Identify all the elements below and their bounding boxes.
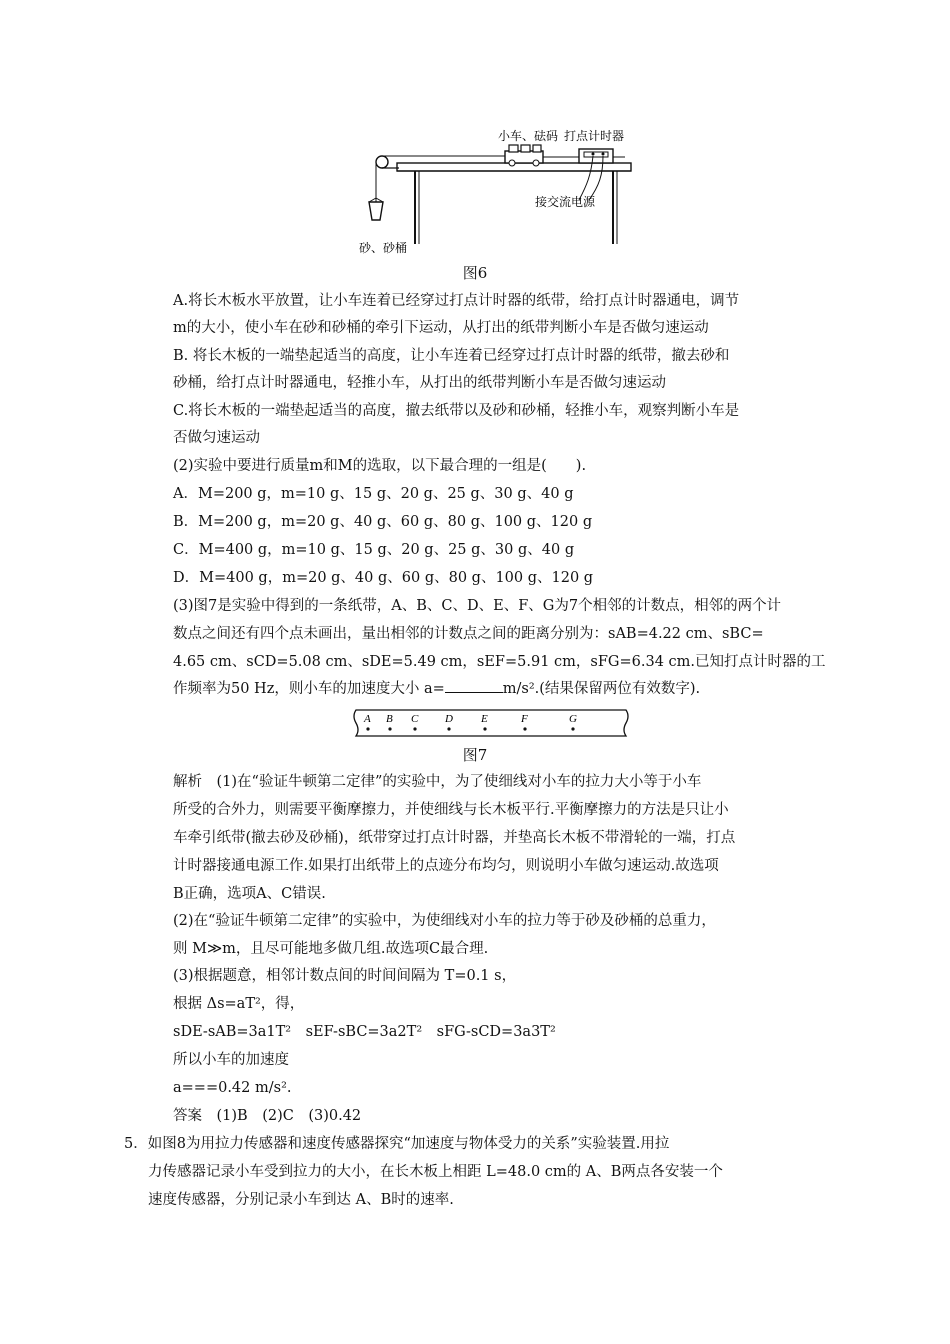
q3-line-2: 数点之间还有四个点未画出，量出相邻的计数点之间的距离分别为：sAB=4.22 cm、sBC= — [173, 626, 764, 642]
q3-line-4-end: m/s².(结果保留两位有效数字). — [502, 681, 701, 697]
q1-option-c-line1: C.将长木板的一端垫起适当的高度，撤去纸带以及砂和砂桶，轻推小车，观察判断小车是 — [173, 403, 740, 419]
tape-dot-B — [388, 727, 391, 730]
tape-outline — [354, 710, 628, 736]
pulley — [376, 156, 388, 168]
solution-line-8: (3)根据题意，相邻计数点间的时间间隔为 T=0.1 s， — [173, 968, 517, 984]
solution-line-1: 解析 (1)在“验证牛顿第二定律”的实验中，为了使细线对小车的拉力大小等于小车 — [173, 774, 702, 790]
solution-line-5: B正确，选项A、C错误. — [173, 886, 326, 902]
tape-dot-F — [523, 727, 526, 730]
answer-line: 答案 (1)B (2)C (3)0.42 — [173, 1108, 362, 1124]
q3-line-3: 4.65 cm、sCD=5.08 cm、sDE=5.49 cm，sEF=5.91 cm，sFG=6.34 cm.已知打点计时器的工 — [173, 654, 826, 670]
tape-dot-C — [413, 727, 416, 730]
tape-dot-E — [483, 727, 486, 730]
solution-line-9: 根据 Δs=aT²，得， — [173, 996, 305, 1012]
figure-7-tape — [352, 706, 630, 740]
tape-point-label-C: C — [411, 713, 419, 725]
q3-line-4-start: 作频率为50 Hz，则小车的加速度大小 a= — [173, 681, 445, 697]
tape-point-label-D: D — [445, 713, 453, 725]
q3-line-4 — [173, 679, 700, 699]
q2-stem: (2)实验中要进行质量m和M的选取，以下最合理的一组是( ). — [173, 458, 587, 474]
solution-line-10: sDE-sAB=3a1T² sEF-sBC=3a2T² sFG-sCD=3a3T² — [173, 1024, 556, 1040]
q2-option-c: C．M=400 g，m=10 g、15 g、20 g、25 g、30 g、40 g — [173, 542, 575, 558]
q2-option-b: B．M=200 g，m=20 g、40 g、60 g、80 g、100 g、120 g — [173, 514, 593, 530]
solution-line-7: 则 M≫m，且尽可能地多做几组.故选项C最合理. — [173, 941, 489, 957]
tape-point-label-E: E — [481, 713, 488, 725]
figure-6-caption: 图6 — [462, 264, 488, 282]
sand-bucket — [369, 202, 383, 220]
tape-dot-D — [447, 727, 450, 730]
q1-option-b-line1: B. 将长木板的一端垫起适当的高度，让小车连着已经穿过打点计时器的纸带，撤去砂和 — [173, 348, 730, 364]
solution-line-4: 计时器接通电源工作.如果打出纸带上的点迹分布均匀，则说明小车做匀速运动.故选项 — [173, 858, 719, 874]
figure-7-caption: 图7 — [462, 746, 488, 764]
solution-line-3: 车牵引纸带(撤去砂及砂桶)，纸带穿过打点计时器，并垫高长木板不带滑轮的一端，打点 — [173, 830, 736, 846]
solution-line-6: (2)在“验证牛顿第二定律”的实验中，为使细线对小车的拉力等于砂及砂桶的总重力， — [173, 913, 716, 929]
solution-line-2: 所受的合外力，则需要平衡摩擦力，并使细线与长木板平行.平衡摩擦力的方法是只让小 — [173, 802, 729, 818]
q1-option-c-line2: 否做匀速运动 — [173, 430, 260, 446]
solution-line-11: 所以小车的加速度 — [173, 1052, 289, 1068]
solution-line-12: a===0.42 m/s². — [173, 1080, 292, 1096]
answer-blank — [445, 680, 503, 693]
q2-option-a: A．M=200 g，m=10 g、15 g、20 g、25 g、30 g、40 g — [173, 486, 574, 502]
tape-dot-G — [571, 727, 574, 730]
label-car: 小车、砝码 — [498, 129, 559, 143]
q5-line-3: 速度传感器，分别记录小车到达 A、B时的速率. — [148, 1192, 454, 1208]
tape-point-label-B: B — [386, 713, 393, 725]
tape-point-label-F: F — [521, 713, 528, 725]
q1-option-a-line1: A.将长木板水平放置，让小车连着已经穿过打点计时器的纸带，给打点计时器通电，调节 — [173, 293, 740, 309]
tape-point-label-G: G — [569, 713, 577, 725]
label-power: 接交流电源 — [535, 195, 596, 209]
label-bucket: 砂、砂桶 — [359, 241, 408, 255]
q3-line-1: (3)图7是实验中得到的一条纸带，A、B、C、D、E、F、G为7个相邻的计数点，相邻的两个计 — [173, 598, 782, 614]
q5-line-1: 5．如图8为用拉力传感器和速度传感器探究“加速度与物体受力的关系”实验装置.用拉 — [124, 1136, 670, 1152]
tape-point-label-A: A — [364, 713, 371, 725]
q2-option-d: D．M=400 g，m=20 g、40 g、60 g、80 g、100 g、120 g — [173, 570, 594, 586]
q1-option-a-line2: m的大小，使小车在砂和砂桶的牵引下运动，从打出的纸带判断小车是否做匀速运动 — [173, 320, 709, 336]
label-timer: 打点计时器 — [564, 129, 625, 143]
q1-option-b-line2: 砂桶，给打点计时器通电，轻推小车，从打出的纸带判断小车是否做匀速运动 — [173, 375, 666, 391]
q5-line-2: 力传感器记录小车受到拉力的大小，在长木板上相距 L=48.0 cm的 A、B两点各安装一个 — [148, 1164, 723, 1180]
tape-dot-A — [366, 727, 369, 730]
figure-6-apparatus — [355, 120, 645, 260]
